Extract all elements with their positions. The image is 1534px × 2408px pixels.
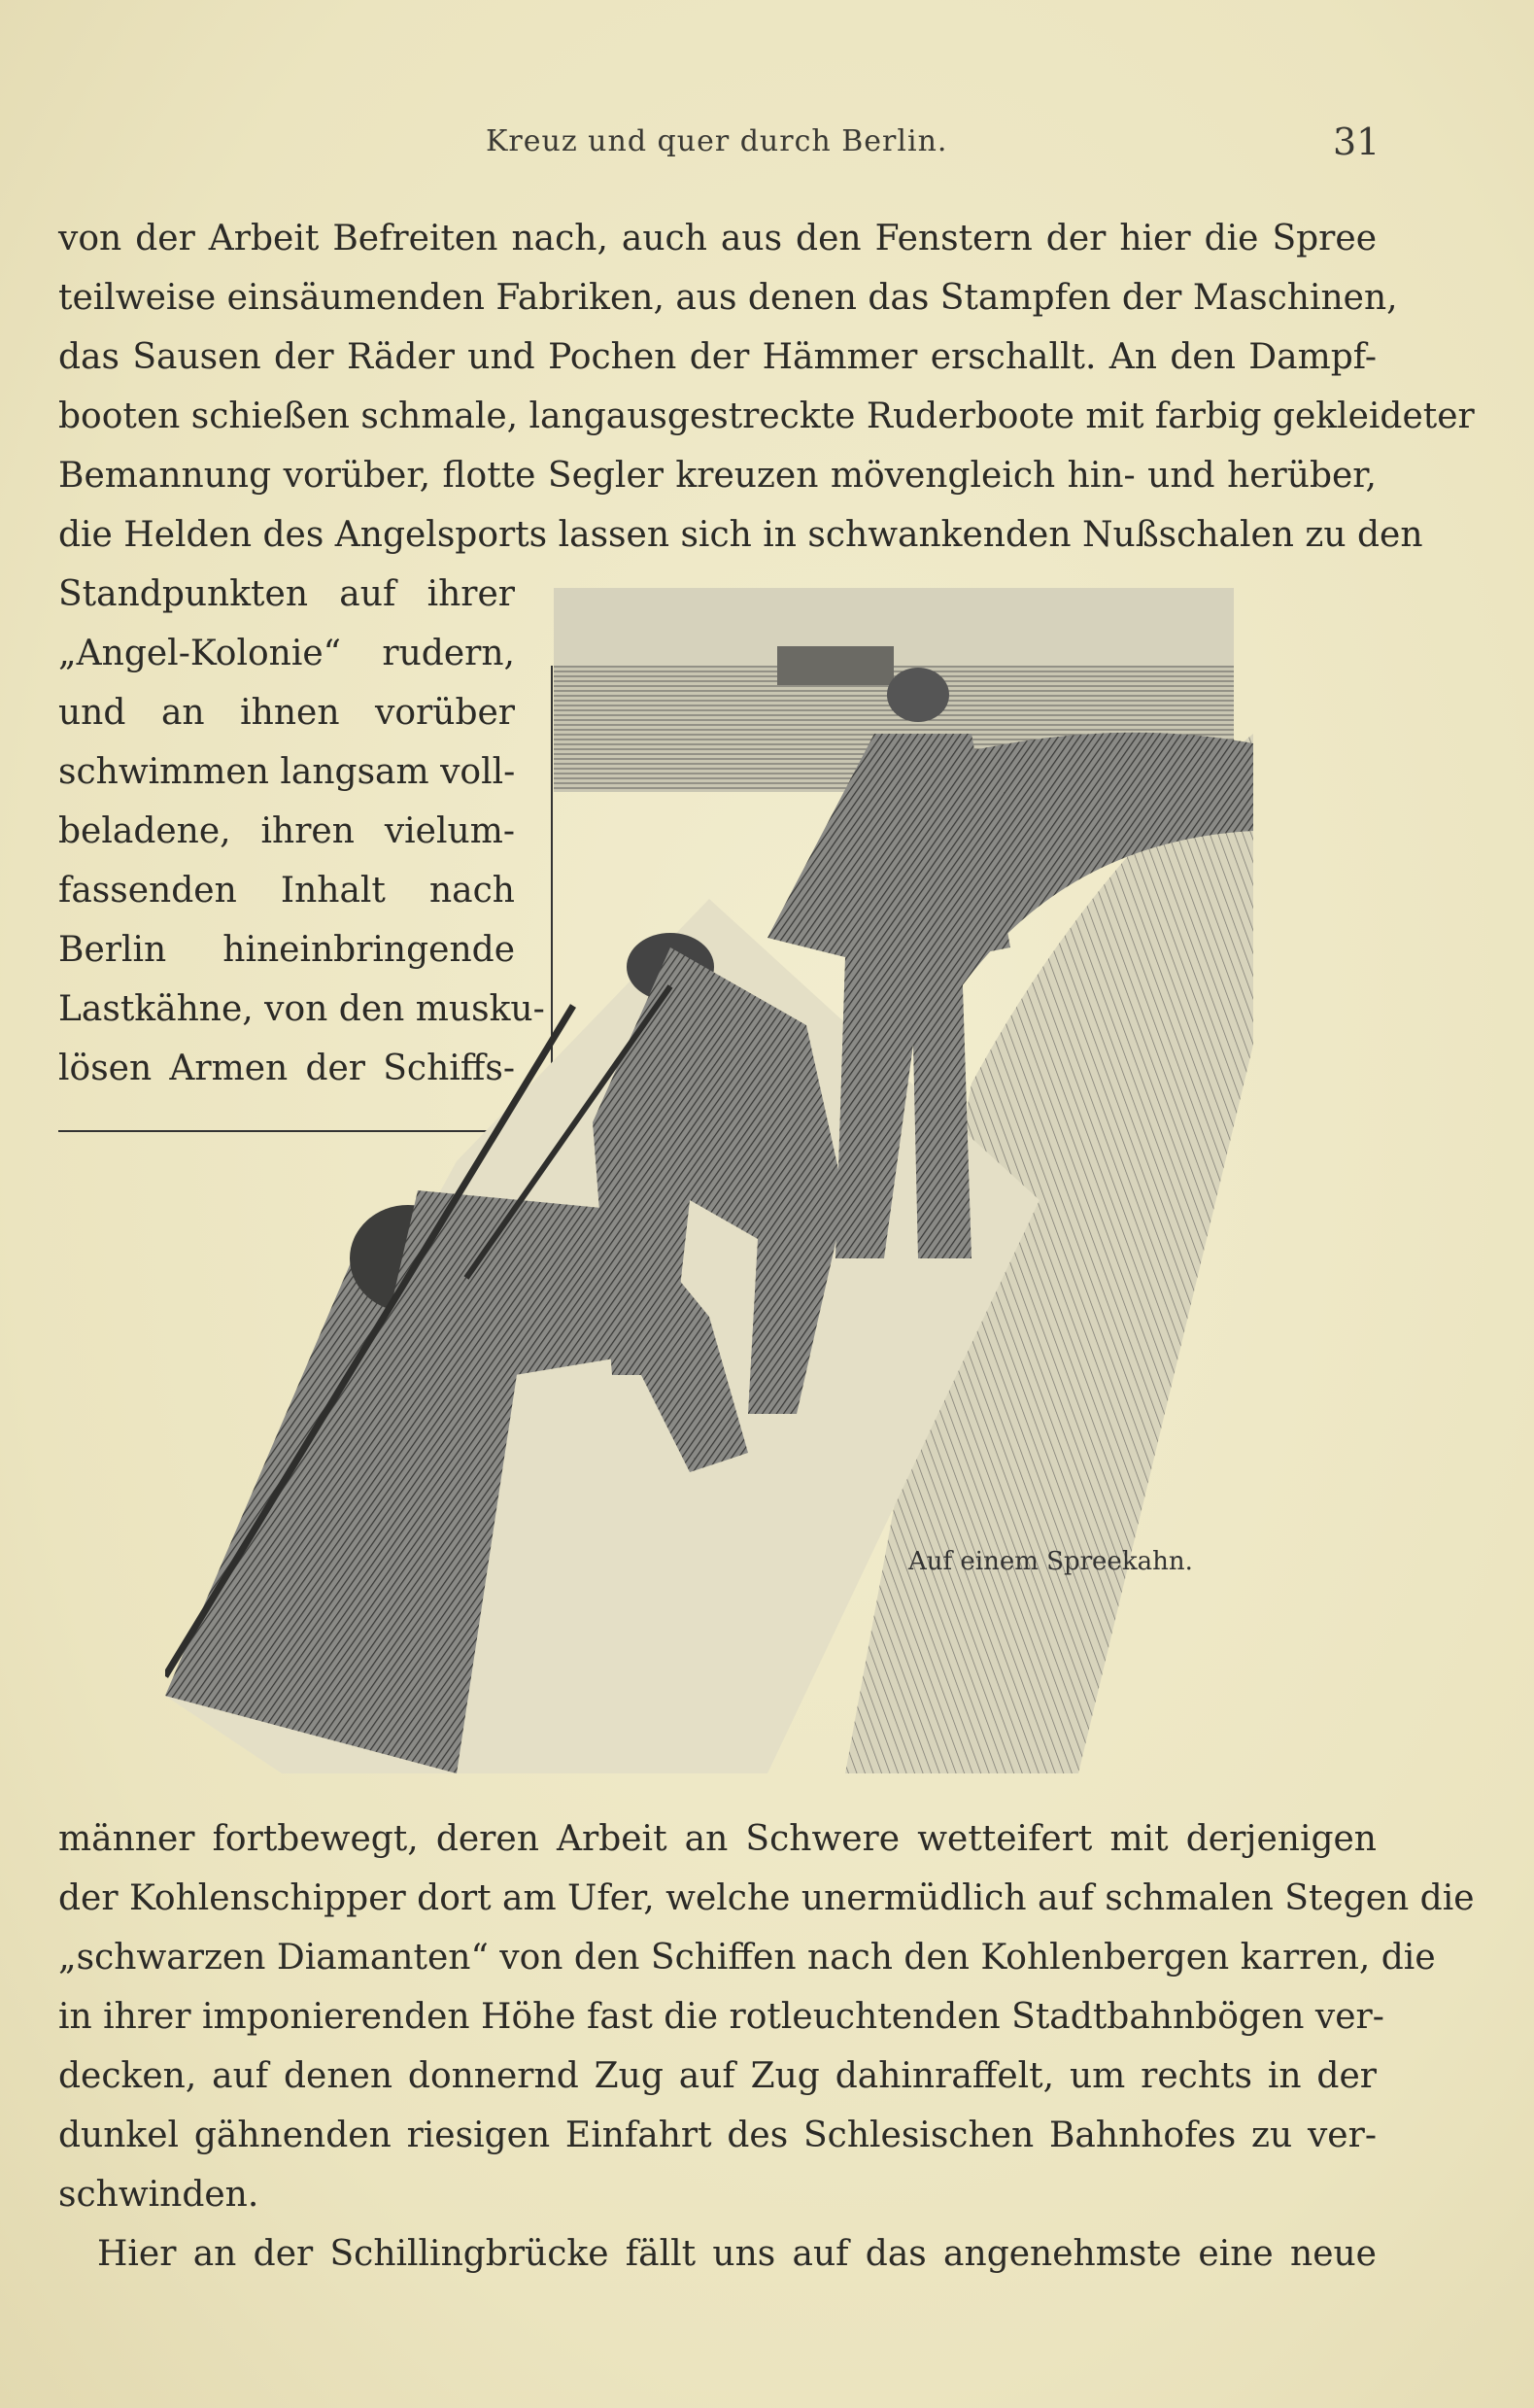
text-line: Bemannung vorüber, flotte Segler kreuzen mövengleich hin- und herüber, (58, 456, 1377, 496)
text-line: fassenden Inhalt nach (58, 871, 515, 911)
text-line: schwinden. (58, 2175, 259, 2215)
page-header (0, 120, 1534, 173)
text-line: Hier an der Schillingbrücke fällt uns auf das angenehmste eine neue (97, 2234, 1377, 2274)
distant-building (777, 646, 894, 685)
text-line: schwimmen langsam voll- (58, 752, 516, 792)
text-line: Lastkähne, von den musku- (58, 989, 545, 1029)
text-line: das Sausen der Räder und Pochen der Hämmer erschallt. An den Dampf- (58, 337, 1377, 377)
text-line: die Helden des Angelsports lassen sich in schwankenden Nußschalen zu den (58, 515, 1423, 555)
text-line: lösen Armen der Schiffs- (58, 1049, 515, 1088)
text-line: der Kohlenschipper dort am Ufer, welche unermüdlich auf schmalen Stegen die (58, 1878, 1475, 1918)
text-line: Berlin hineinbringende (58, 930, 515, 970)
text-line: beladene, ihren vielum- (58, 811, 515, 851)
text-line: decken, auf denen donnernd Zug auf Zug dahinraffelt, um rechts in der (58, 2056, 1377, 2096)
text-line: „schwarzen Diamanten“ von den Schiffen nach den Kohlenbergen karren, die (58, 1938, 1436, 1978)
text-line: von der Arbeit Befreiten nach, auch aus den Fenstern der hier die Spree (58, 219, 1377, 258)
engraving-barge-workers (165, 578, 1273, 1773)
page-number: 31 (1333, 120, 1381, 163)
running-title: Kreuz und quer durch Berlin. (486, 124, 948, 158)
text-line: und an ihnen vorüber (58, 693, 515, 733)
text-line: in ihrer imponierenden Höhe fast die rotleuchtenden Stadtbahnbögen ver- (58, 1997, 1384, 2037)
illustration-caption: Auf einem Spreekahn. (908, 1547, 1193, 1576)
text-line: „Angel-Kolonie“ rudern, (58, 634, 515, 673)
text-line: booten schießen schmale, langausgestreckte Ruderboote mit farbig gekleideter (58, 396, 1475, 436)
text-line: teilweise einsäumenden Fabriken, aus denen das Stampfen der Maschinen, (58, 278, 1398, 318)
text-line: männer fortbewegt, deren Arbeit an Schwere wetteifert mit derjenigen (58, 1819, 1377, 1859)
text-line: dunkel gähnenden riesigen Einfahrt des Schlesischen Bahnhofes zu ver- (58, 2116, 1377, 2155)
text-line: Standpunkten auf ihrer (58, 574, 515, 614)
